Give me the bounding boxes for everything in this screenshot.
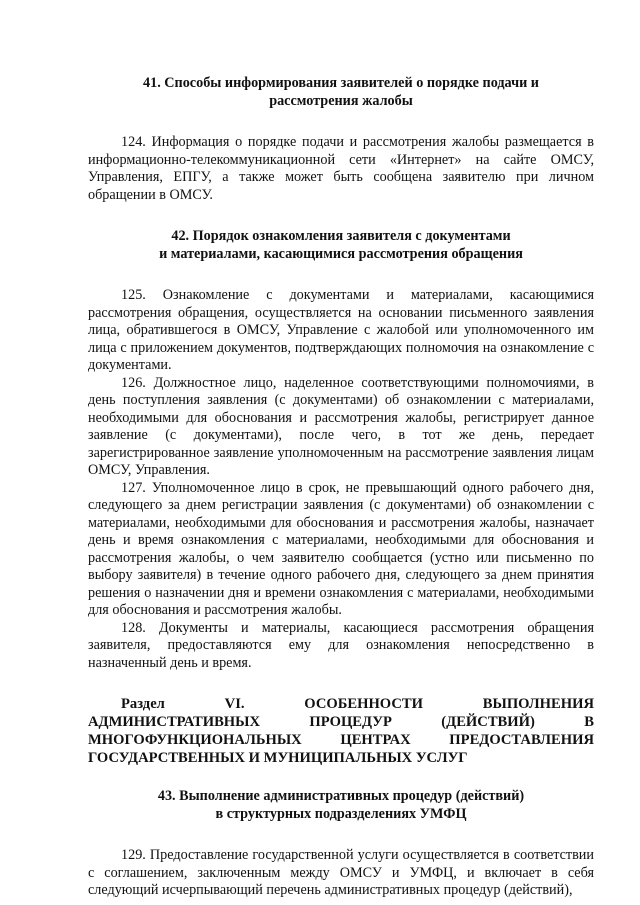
- paragraph-129: 129. Предоставление государственной услуги осуществляется в соответствии с соглашением, заключенным между ОМСУ и УМФЦ, и включает в себя следующий исчерпывающий перечень административных процедур (действий),: [88, 847, 594, 898]
- paragraph-128: 128. Документы и материалы, касающиеся рассмотрения обращения заявителя, предоставляются ему для ознакомления непосредственно в назначенный день и время.: [88, 619, 594, 671]
- section-43-heading-line1: 43. Выполнение административных процедур (действий): [157, 788, 525, 804]
- section-42-heading-line1: 42. Порядок ознакомления заявителя с документами: [171, 228, 511, 244]
- paragraph-125: 125. Ознакомление с документами и материалами, касающимися рассмотрения обращения, осуществляется на основании письменного заявления лица, обратившегося в ОМСУ, Управление с жалобой или уполномоченного им лица с приложением документов, подтверждающих полномочия на ознакомление с документами.: [88, 287, 594, 373]
- section-41-heading: [88, 74, 594, 110]
- section-41-heading-line1: 41. Способы информирования заявителей о порядке подачи и: [143, 75, 539, 91]
- paragraph-124: 124. Информация о порядке подачи и рассмотрения жалобы размещается в информационно-телекоммуникационной сети «Интернет» на сайте ОМСУ, Управления, ЕПГУ, а также может быть сообщена заявителю при личном обращении в ОМСУ.: [88, 134, 594, 203]
- part-6-heading: Раздел VI. ОСОБЕННОСТИ ВЫПОЛНЕНИЯ АДМИНИСТРАТИВНЫХ ПРОЦЕДУР (ДЕЙСТВИЙ) В МНОГОФУНКЦИОНАЛЬНЫХ ЦЕНТРАХ ПРЕДОСТАВЛЕНИЯ ГОСУДАРСТВЕННЫХ И МУНИЦИПАЛЬНЫХ УСЛУГ: [88, 696, 594, 766]
- section-42-heading-line2: и материалами, касающимися рассмотрения обращения: [159, 246, 523, 262]
- paragraph-126: 126. Должностное лицо, наделенное соответствующими полномочиями, в день поступления заявления (с документами) об ознакомлении с материалами, необходимыми для обоснования и рассмотрения жалобы, регистрирует данное заявление (с документами), после чего, в тот же день, передает зарегистрированное заявление уполномоченным на рассмотрение заявления лицам ОМСУ, Управления.: [88, 374, 594, 478]
- section-42-heading: [88, 227, 594, 263]
- section-43-heading: [88, 787, 594, 823]
- document-page: [88, 74, 594, 900]
- section-41-heading-line2: рассмотрения жалобы: [269, 93, 413, 109]
- paragraph-127: 127. Уполномоченное лицо в срок, не превышающий одного рабочего дня, следующего за днем регистрации заявления (с документами) об ознакомлении с материалами, необходимыми для обоснования и рассмотрения жалобы, назначает день и время ознакомления с материалами, необходимыми для обоснования и рассмотрения жалобы, о чем заявителю сообщается (устно или письменно по выбору заявителя) в течение одного рабочего дня, следующего за днем принятия решения о назначении дня и времени ознакомления с материалами, необходимыми для обоснования и рассмотрения жалобы.: [88, 479, 594, 618]
- section-43-heading-line2: в структурных подразделениях УМФЦ: [215, 806, 467, 822]
